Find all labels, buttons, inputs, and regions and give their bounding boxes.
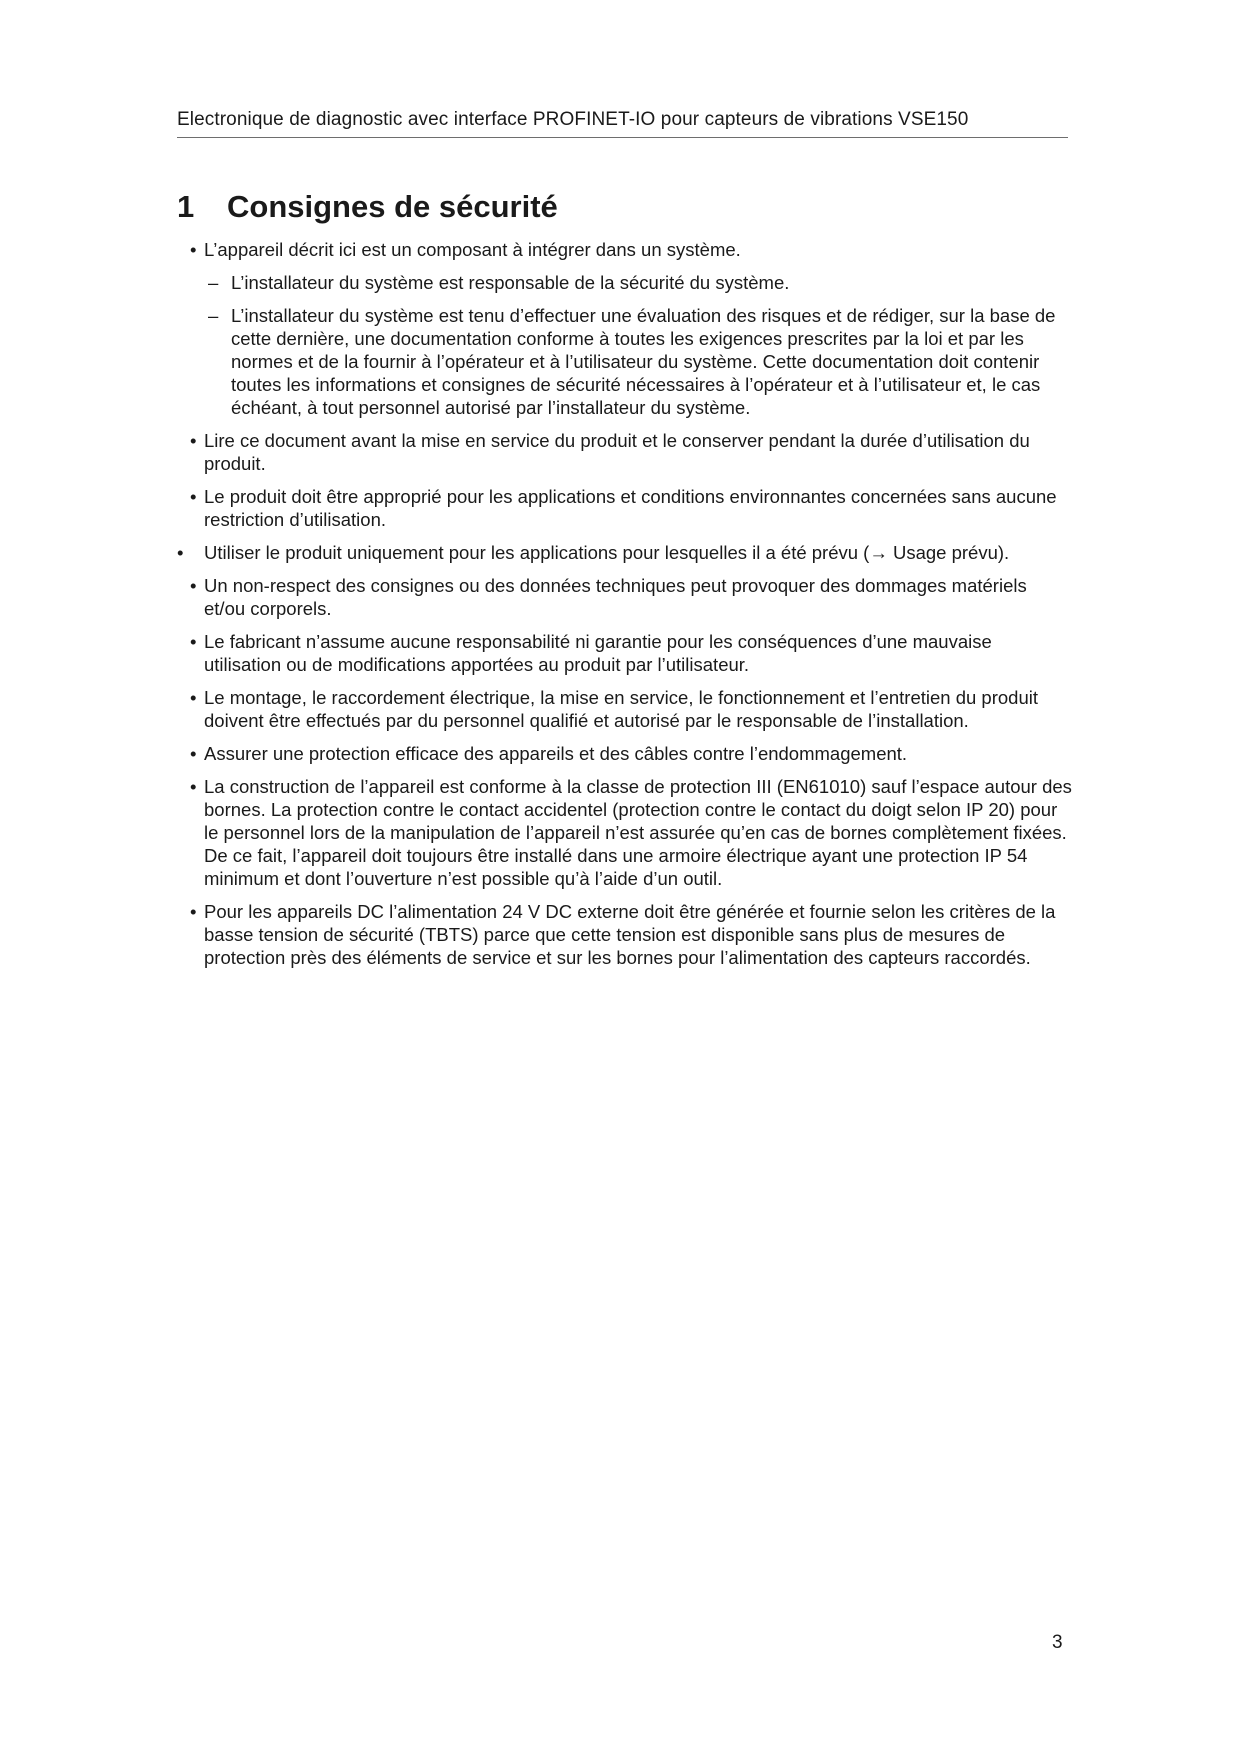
list-item: • Le fabricant n’assume aucune responsabilité ni garantie pour les conséquences d’une mauvaise utilisation ou de modifications apportées au produit par l’utilisateur.	[190, 631, 992, 675]
section-title: Consignes de sécurité	[227, 189, 558, 224]
page-number: 3	[1052, 1632, 1063, 1653]
running-header: Electronique de diagnostic avec interface PROFINET-IO pour capteurs de vibrations VSE150	[177, 109, 1068, 138]
safety-instructions-list	[177, 238, 1072, 979]
list-item: • L’appareil décrit ici est un composant à intégrer dans un système.	[190, 239, 741, 260]
list-item: • Assurer une protection efficace des appareils et des câbles contre l’endommagement.	[190, 743, 908, 764]
sub-list-item: – L’installateur du système est tenu d’effectuer une évaluation des risques et de rédiger, sur la base de cette dernière, une documentation conforme à toutes les exigences prescrites par la loi et par les normes et de la fournir à l’opérateur et à l’utilisateur du système. Cette documentation doit contenir toutes les informations et consignes de sécurité nécessaires à l’opérateur et à l’utilisateur et, le cas échéant, à tout personnel autorisé par l’installateur du système.	[208, 305, 1056, 418]
list-item: • Lire ce document avant la mise en service du produit et le conserver pendant la durée d’utilisation du produit.	[190, 430, 1030, 474]
list-item: • Le produit doit être approprié pour les applications et conditions environnantes concernées sans aucune restriction d’utilisation.	[190, 486, 1057, 530]
section-number: 1	[177, 189, 195, 224]
list-item: • Un non-respect des consignes ou des données techniques peut provoquer des dommages matériels et/ou corporels.	[190, 575, 1027, 619]
sub-list-item: – L’installateur du système est responsable de la sécurité du système.	[208, 272, 790, 293]
list-item: • Utiliser le produit uniquement pour les applications pour lesquelles il a été prévu (→ Usage prévu).	[177, 542, 1010, 563]
section-heading	[177, 187, 558, 227]
list-item: • Le montage, le raccordement électrique, la mise en service, le fonctionnement et l’entretien du produit doivent être effectués par du personnel qualifié et autorisé par le responsable de l’installation.	[190, 687, 1038, 731]
list-item: • La construction de l’appareil est conforme à la classe de protection III (EN61010) sauf l’espace autour des bornes. La protection contre le contact accidentel (protection contre le contact du doigt selon IP 20) pour le personnel lors de la manipulation de l’appareil n’est assurée qu’en cas de bornes complètement fixées. De ce fait, l’appareil doit toujours être installé dans une armoire électrique ayant une protection IP 54 minimum et dont l’ouverture n’est possible qu’à l’aide d’un outil.	[190, 776, 1072, 889]
list-item: • Pour les appareils DC l’alimentation 24 V DC externe doit être générée et fournie selon les critères de la basse tension de sécurité (TBTS) parce que cette tension est disponible sans plus de mesures de protection près des éléments de service et sur les bornes pour l’alimentation des capteurs raccordés.	[190, 901, 1056, 968]
